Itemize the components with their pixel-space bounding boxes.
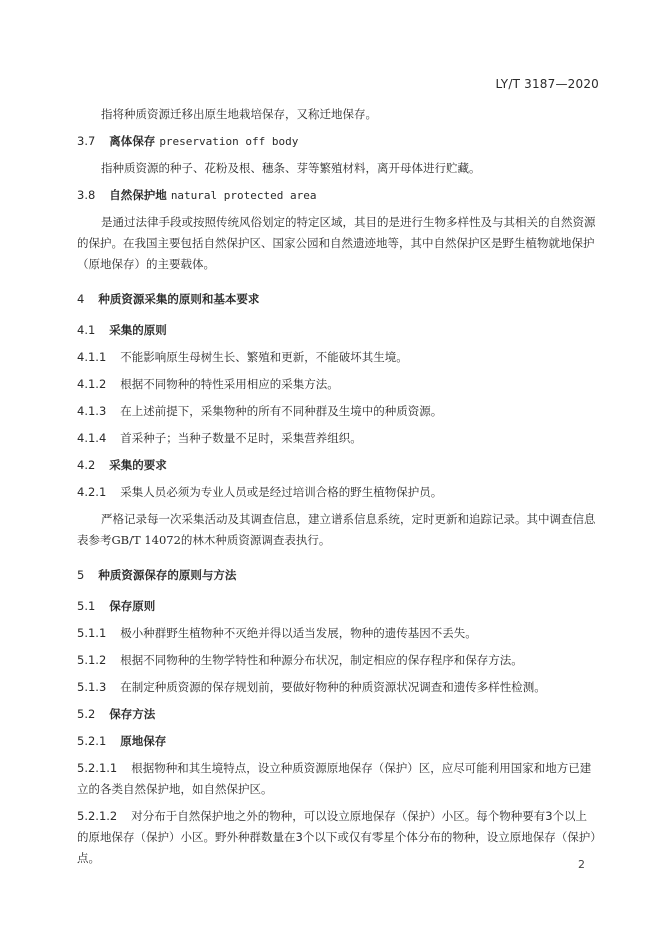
document-body: [77, 104, 597, 869]
section-3-7-heading: [77, 131, 597, 152]
clause-4-1-1: [77, 347, 597, 368]
clause-number: 5.1.2: [77, 653, 107, 667]
page-number: 2: [578, 858, 585, 871]
clause-number: 5.2.1.2: [77, 809, 118, 823]
section-number: 4: [77, 292, 85, 306]
clause-text: 根据不同物种的生物学特性和种源分布状况，制定相应的保存程序和保存方法。: [120, 653, 523, 667]
clause-text: 极小种群野生植物种不灭绝并得以适当发展，物种的遗传基因不丢失。: [120, 626, 477, 640]
clause-number: 4.1.2: [77, 377, 107, 391]
section-title: 采集的要求: [109, 458, 167, 472]
clause-number: 5.2.1.1: [77, 761, 118, 775]
clause-text: 在上述前提下，采集物种的所有不同种群及生境中的种质资源。: [120, 404, 443, 418]
section-3-8-heading: [77, 185, 597, 206]
paragraph-3-8: 是通过法律手段或按照传统风俗划定的特定区域，其目的是进行生物多样性及与其相关的自然资源的保护。在我国主要包括自然保护区、国家公园和自然遗迹地等，其中自然保护区是野生植物就地保护（原地保存）的主要载体。: [77, 215, 596, 271]
clause-4-1-4: [77, 428, 597, 449]
clause-4-2-1: [77, 482, 597, 503]
section-title-english: natural protected area: [170, 189, 317, 202]
section-4-2-heading: [77, 455, 597, 476]
clause-4-1-2: [77, 374, 597, 395]
clause-text: 不能影响原生母树生长、繁殖和更新，不能破坏其生境。: [120, 350, 408, 364]
clause-text: 首采种子；当种子数量不足时，采集营养组织。: [120, 431, 362, 445]
section-title: 种质资源保存的原则与方法: [98, 568, 237, 582]
clause-number: 4.1.4: [77, 431, 107, 445]
section-title: 采集的原则: [109, 323, 167, 337]
section-title: 自然保护地: [109, 188, 167, 202]
clause-number: 4.2.1: [77, 485, 107, 499]
clause-4-1-3: [77, 401, 597, 422]
section-title: 离体保存: [109, 134, 156, 148]
section-number: 4.2: [77, 458, 96, 472]
clause-text: 根据不同物种的特性采用相应的采集方法。: [120, 377, 339, 391]
clause-5-1-2: [77, 650, 597, 671]
section-5-2-1-heading: [77, 731, 597, 752]
section-number: 3.7: [77, 134, 96, 148]
section-title: 原地保存: [120, 734, 167, 748]
section-number: 3.8: [77, 188, 96, 202]
section-4-heading: [77, 289, 597, 310]
clause-text: 根据物种和其生境特点，设立种质资源原地保存（保护）区，应尽可能利用国家和地方已建立的各类自然保护地，如自然保护区。: [77, 761, 592, 796]
section-title: 种质资源采集的原则和基本要求: [98, 292, 260, 306]
section-title: 保存方法: [109, 707, 156, 721]
section-title: 保存原则: [109, 599, 156, 613]
clause-5-1-3: [77, 677, 597, 698]
clause-5-1-1: [77, 623, 597, 644]
clause-text: 在制定种质资源的保存规划前，要做好物种的种质资源状况调查和遗传多样性检测。: [120, 680, 546, 694]
section-4-1-heading: [77, 320, 597, 341]
paragraph-3-7: 指种质资源的种子、花粉及根、穗条、芽等繁殖材料，离开母体进行贮藏。: [101, 161, 481, 175]
clause-text: 采集人员必须为专业人员或是经过培训合格的野生植物保护员。: [120, 485, 443, 499]
section-5-2-heading: [77, 704, 597, 725]
section-5-heading: [77, 565, 597, 586]
section-number: 5.2.1: [77, 734, 107, 748]
clause-5-2-1-1: [77, 758, 597, 800]
section-number: 5.2: [77, 707, 96, 721]
paragraph-ex-situ: 指将种质资源迁移出原生地栽培保存，又称迁地保存。: [101, 107, 377, 121]
section-number: 4.1: [77, 323, 96, 337]
clause-5-2-1-2: [77, 806, 597, 869]
clause-number: 4.1.1: [77, 350, 107, 364]
clause-number: 5.1.1: [77, 626, 107, 640]
section-5-1-heading: [77, 596, 597, 617]
section-title-english: preservation off body: [159, 135, 299, 148]
clause-number: 4.1.3: [77, 404, 107, 418]
clause-text: 对分布于自然保护地之外的物种，可以设立原地保存（保护）小区。每个物种要有3个以上的原地保存（保护）小区。野外种群数量在3个以下或仅有零星个体分布的物种，设立原地保存（保护）点。: [77, 809, 597, 865]
clause-number: 5.1.3: [77, 680, 107, 694]
document-code: LY/T 3187—2020: [495, 77, 599, 91]
section-number: 5: [77, 568, 85, 582]
paragraph-4-2-1: 严格记录每一次采集活动及其调查信息，建立谱系信息系统，定时更新和追踪记录。其中调查信息表参考GB/T 14072的林木种质资源调查表执行。: [77, 512, 596, 547]
section-number: 5.1: [77, 599, 96, 613]
